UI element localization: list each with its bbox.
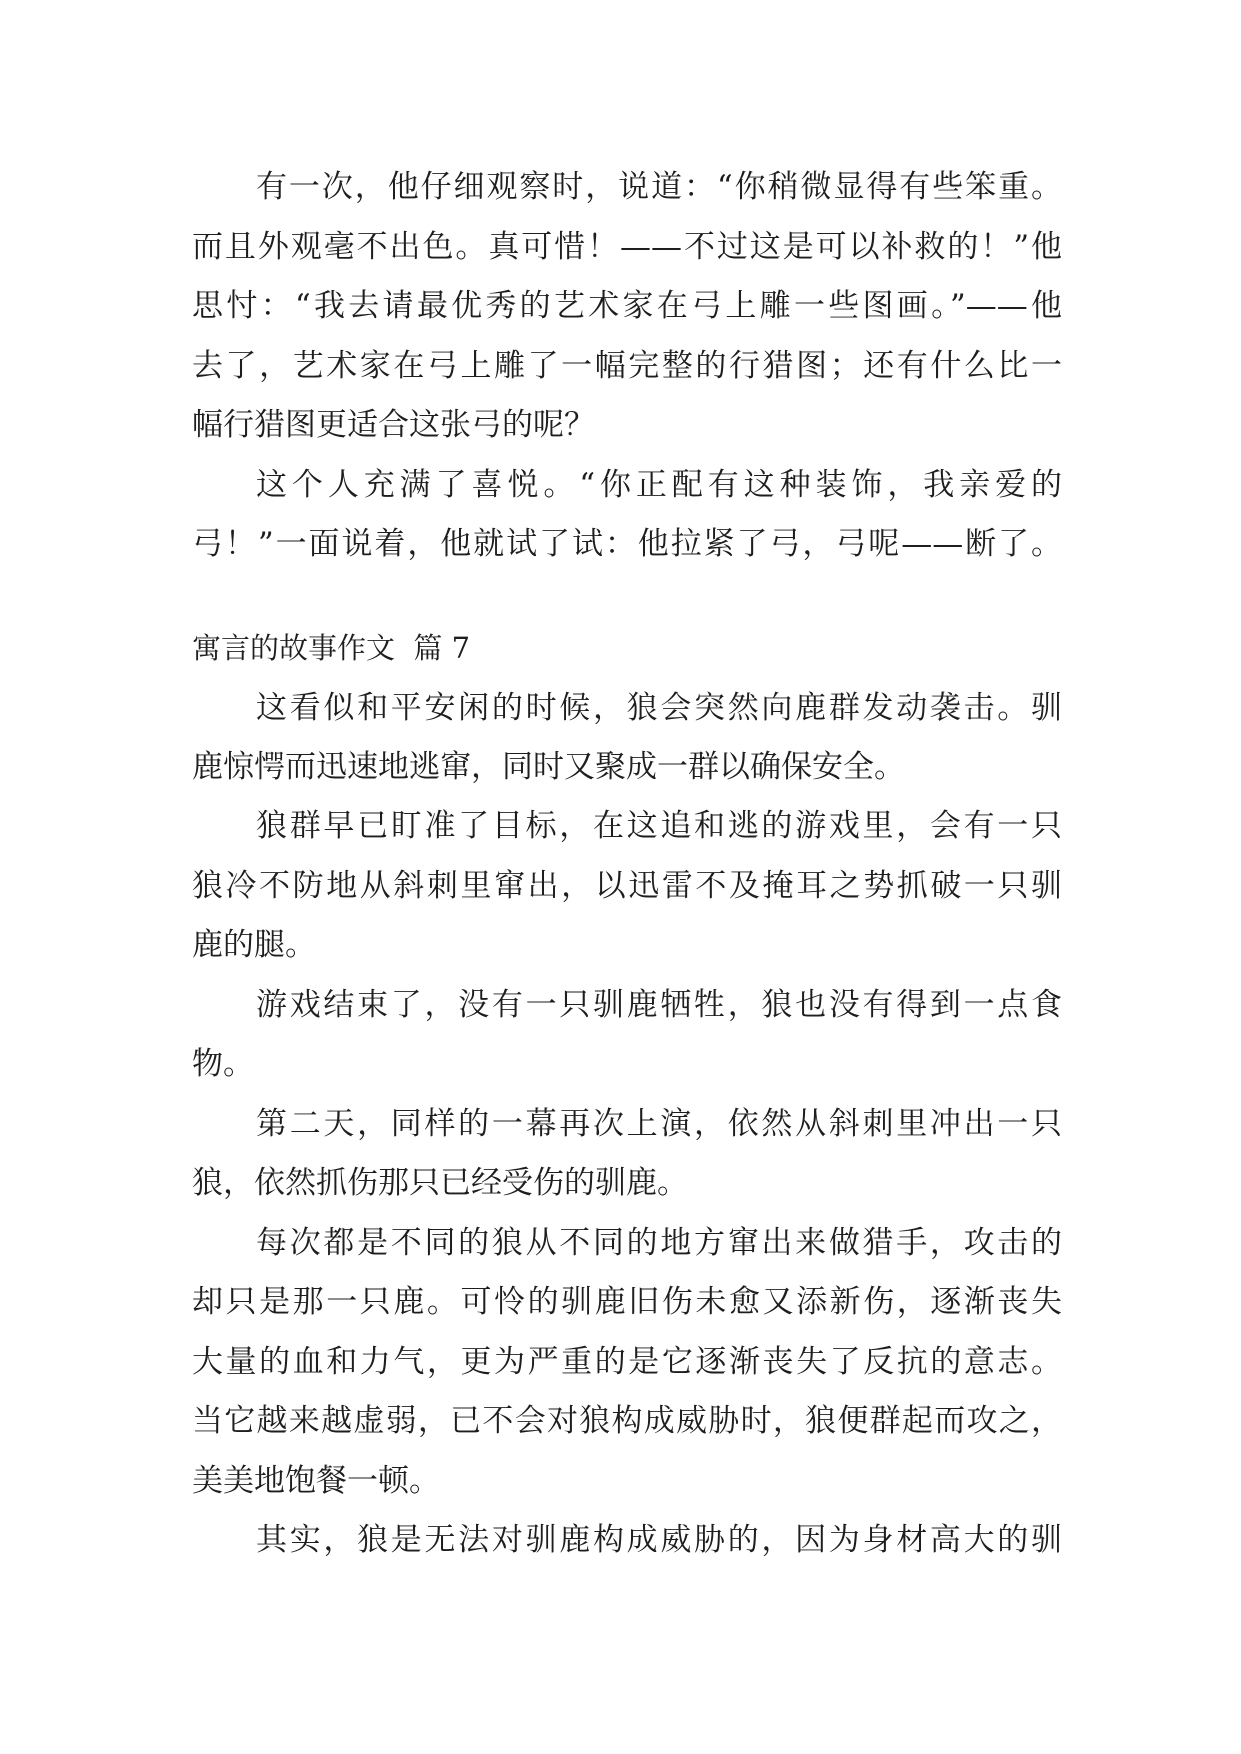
paragraph-line: 美美地饱餐一顿。	[192, 1463, 440, 1499]
paragraph-line: 幅行猎图更适合这张弓的呢？	[192, 407, 595, 443]
section-heading: 寓言的故事作文 篇 7	[192, 631, 471, 665]
paragraph-line: 狼群早已盯准了目标，在这追和逃的游戏里，会有一只	[256, 808, 1062, 844]
paragraph-line: 狼冷不防地从斜刺里窜出，以迅雷不及掩耳之势抓破一只驯	[192, 868, 1062, 904]
paragraph-line: 其实，狼是无法对驯鹿构成威胁的，因为身材高大的驯	[256, 1522, 1062, 1558]
paragraph-line: 有一次，他仔细观察时，说道：“你稍微显得有些笨重。	[256, 169, 1062, 205]
paragraph-line: 这个人充满了喜悦。“你正配有这种装饰，我亲爱的	[256, 467, 1062, 503]
paragraph-line: 弓！”一面说着，他就试了试：他拉紧了弓，弓呢——断了。	[192, 526, 1062, 562]
paragraph-line: 狼，依然抓伤那只已经受伤的驯鹿。	[192, 1165, 688, 1201]
paragraph-line: 大量的血和力气，更为严重的是它逐渐丧失了反抗的意志。	[192, 1344, 1062, 1380]
paragraph-line: 游戏结束了，没有一只驯鹿牺牲，狼也没有得到一点食	[256, 987, 1062, 1023]
paragraph-line: 鹿的腿。	[192, 927, 316, 963]
paragraph-line: 物。	[192, 1046, 254, 1082]
paragraph-line: 却只是那一只鹿。可怜的驯鹿旧伤未愈又添新伤，逐渐丧失	[192, 1284, 1062, 1320]
paragraph-line: 这看似和平安闲的时候，狼会突然向鹿群发动袭击。驯	[256, 690, 1062, 726]
paragraph-line: 鹿惊愕而迅速地逃窜，同时又聚成一群以确保安全。	[192, 749, 905, 785]
paragraph-line: 思忖：“我去请最优秀的艺术家在弓上雕一些图画。”——他	[192, 288, 1062, 324]
paragraph-line: 去了，艺术家在弓上雕了一幅完整的行猎图；还有什么比一	[192, 348, 1062, 384]
paragraph-line: 当它越来越虚弱，已不会对狼构成威胁时，狼便群起而攻之，	[192, 1403, 1062, 1439]
paragraph-line: 第二天，同样的一幕再次上演，依然从斜刺里冲出一只	[256, 1106, 1062, 1142]
paragraph-line: 每次都是不同的狼从不同的地方窜出来做猎手，攻击的	[256, 1225, 1062, 1261]
paragraph-line: 而且外观毫不出色。真可惜！——不过这是可以补救的！”他	[192, 229, 1062, 265]
